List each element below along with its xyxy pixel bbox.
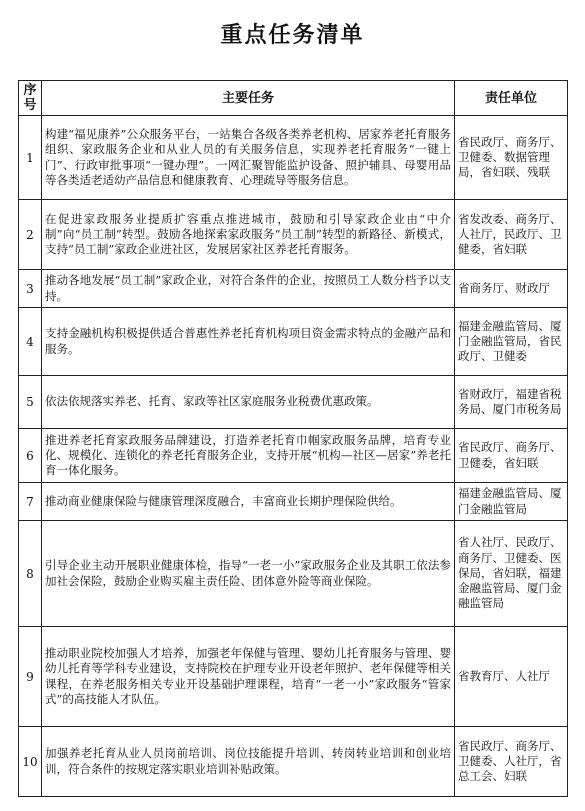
row-unit: 省商务厅、财政厅 (455, 270, 568, 308)
row-unit: 省民政厅、商务厅、卫健委、人社厅，省总工会、妇联 (455, 727, 568, 797)
table-row (19, 200, 568, 270)
row-task: 在促进家政服务业提质扩容重点推进城市，鼓励和引导家政企业由“中介制”向“员工制”转型。鼓励各地探索家政服务“员工制”转型的新路径、新模式，支持“员工制”家政企业进社区，发展居家社区养老托育服务。 (42, 200, 455, 270)
row-number: 7 (19, 483, 42, 521)
header-no: 序号 (19, 81, 42, 116)
row-task: 构建“福见康养”公众服务平台，一站集合各级各类养老机构、居家养老托育服务组织、家政服务企业和从业人员的有关服务信息，实现养老托育服务“一键上门”、行政审批事项“一键办理”。一网汇聚智能监护设备、照护辅具、母婴用品等各类适老适幼产品信息和健康教育、心理疏导等服务信息。 (42, 116, 455, 200)
table-row (19, 627, 568, 727)
row-task: 依法依规落实养老、托育、家政等社区家庭服务业税费优惠政策。 (42, 376, 455, 429)
row-number: 6 (19, 429, 42, 483)
row-unit: 福建金融监管局、厦门金融监管局 (455, 483, 568, 521)
row-unit: 福建金融监管局、厦门金融监管局，省民政厅、卫健委 (455, 308, 568, 376)
table-row (19, 308, 568, 376)
row-unit: 省财政厅，福建省税务局、厦门市税务局 (455, 376, 568, 429)
header-unit: 责任单位 (455, 81, 568, 116)
table-row (19, 270, 568, 308)
row-unit: 省教育厅、人社厅 (455, 627, 568, 727)
row-task: 引导企业主动开展职业健康体检，指导“一老一小”家政服务企业及其职工依法参加社会保险，鼓励企业购买雇主责任险、团体意外险等商业保险。 (42, 521, 455, 627)
row-unit: 省发改委、商务厅、人社厅，民政厅、卫健委，省妇联 (455, 200, 568, 270)
row-number: 1 (19, 116, 42, 200)
row-number: 8 (19, 521, 42, 627)
table-row (19, 521, 568, 627)
row-number: 2 (19, 200, 42, 270)
row-unit: 省民政厅、商务厅、卫健委，省妇联 (455, 429, 568, 483)
table-row (19, 727, 568, 797)
row-task: 推动职业院校加强人才培养，加强老年保健与管理、婴幼儿托育服务与管理、婴幼儿托育等学科专业建设，支持院校在护理专业开设老年照护、老年保健等相关课程，在养老服务相关专业开设基础护理课程，培育“一老一小”家政服务“管家式”的高技能人才队伍。 (42, 627, 455, 727)
row-task: 推动商业健康保险与健康管理深度融合，丰富商业长期护理保险供给。 (42, 483, 455, 521)
row-number: 4 (19, 308, 42, 376)
task-table (18, 80, 568, 797)
row-number: 10 (19, 727, 42, 797)
table-row (19, 429, 568, 483)
table-row (19, 116, 568, 200)
row-number: 5 (19, 376, 42, 429)
row-unit: 省民政厅、商务厅、卫健委、数据管理局，省妇联、残联 (455, 116, 568, 200)
row-number: 3 (19, 270, 42, 308)
row-task: 支持金融机构积极提供适合普惠性养老托育机构项目资金需求特点的金融产品和服务。 (42, 308, 455, 376)
table-row (19, 483, 568, 521)
row-unit: 省人社厅、民政厅、商务厅、卫健委、医保局，省妇联，福建金融监管局、厦门金融监管局 (455, 521, 568, 627)
header-task: 主要任务 (42, 81, 455, 116)
row-number: 9 (19, 627, 42, 727)
page-title: 重点任务清单 (220, 22, 365, 48)
row-task: 推动各地发展“员工制”家政企业，对符合条件的企业，按照员工人数分档予以支持。 (42, 270, 455, 308)
row-task: 推进养老托育家政服务品牌建设，打造养老托育巾帼家政服务品牌，培育专业化、规模化、连锁化的养老托育服务企业，支持开展“机构—社区—居家”养老托育一体化服务。 (42, 429, 455, 483)
table-row (19, 376, 568, 429)
row-task: 加强养老托育从业人员岗前培训、岗位技能提升培训、转岗转业培训和创业培训，符合条件的按规定落实职业培训补贴政策。 (42, 727, 455, 797)
table-header-row (19, 81, 568, 116)
